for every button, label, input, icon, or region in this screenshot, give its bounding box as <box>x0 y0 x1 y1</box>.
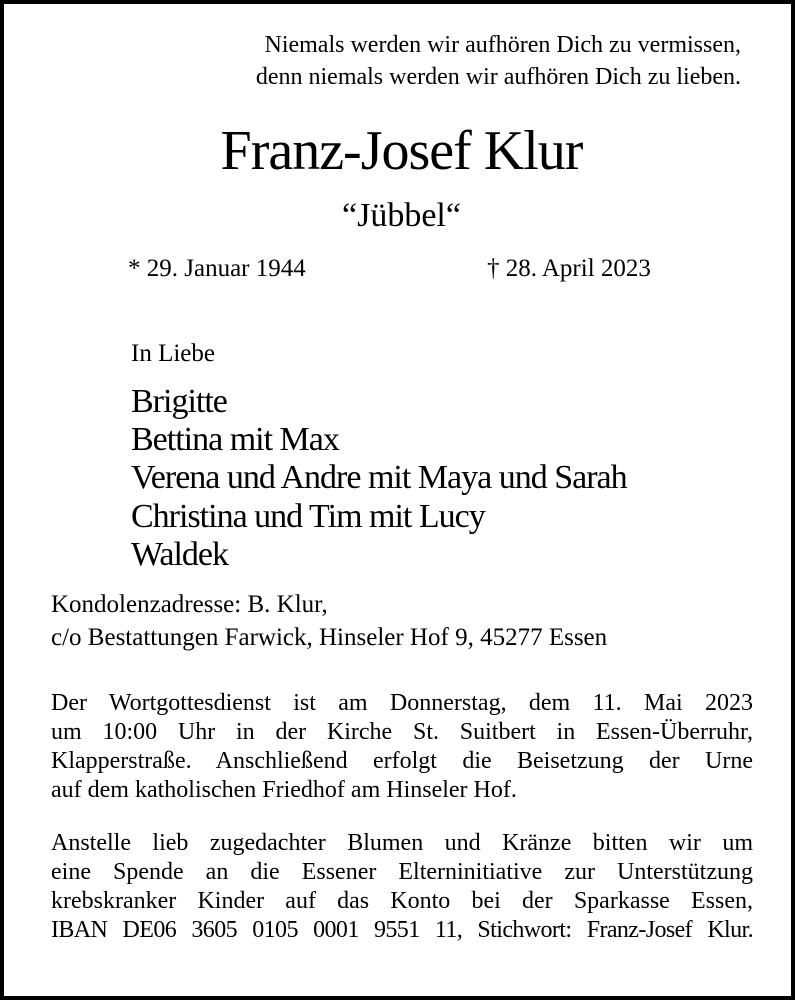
service-line: auf dem katholischen Friedhof am Hinseler Hof. <box>51 777 517 803</box>
deceased-name: Franz-Josef Klur <box>220 120 583 182</box>
mourner-name: Bettina mit Max <box>131 421 339 458</box>
motto-line-2: denn niemals werden wir aufhören Dich zu lieben. <box>255 64 741 90</box>
condolence-address-line-1: Kondolenzadresse: B. Klur, <box>51 591 328 618</box>
mourner-name: Brigitte <box>131 383 227 420</box>
service-line: Klapperstraße. Anschließend erfolgt die Beisetzung der Urne <box>51 748 753 774</box>
condolence-address-line-2: c/o Bestattungen Farwick, Hinseler Hof 9, 45277 Essen <box>51 624 608 651</box>
mourners-intro: In Liebe <box>131 340 215 367</box>
mourner-name: Waldek <box>131 536 228 573</box>
mourner-name: Verena und Andre mit Maya und Sarah <box>131 459 627 496</box>
donation-line: krebskranker Kinder auf das Konto bei der Sparkasse Essen, <box>51 888 753 914</box>
birth-date: * 29. Januar 1944 <box>128 255 306 282</box>
deceased-nickname: “Jübbel“ <box>342 197 461 234</box>
donation-line: eine Spende an die Essener Elterninitiative zur Unterstützung <box>51 859 753 885</box>
donation-paragraph <box>51 829 753 945</box>
mourner-name: Christina und Tim mit Lucy <box>131 498 485 535</box>
service-line: um 10:00 Uhr in der Kirche St. Suitbert in Essen-Überruhr, <box>51 719 753 745</box>
motto-line-1: Niemals werden wir aufhören Dich zu vermissen, <box>264 32 741 58</box>
death-date: † 28. April 2023 <box>487 255 651 282</box>
service-paragraph <box>51 689 753 805</box>
donation-line: Anstelle lieb zugedachter Blumen und Kränze bitten wir um <box>51 830 753 856</box>
donation-line: IBAN DE06 3605 0105 0001 9551 11, Stichwort: Franz-Josef Klur. <box>51 917 753 943</box>
service-line: Der Wortgottesdienst ist am Donnerstag, dem 11. Mai 2023 <box>51 690 753 716</box>
